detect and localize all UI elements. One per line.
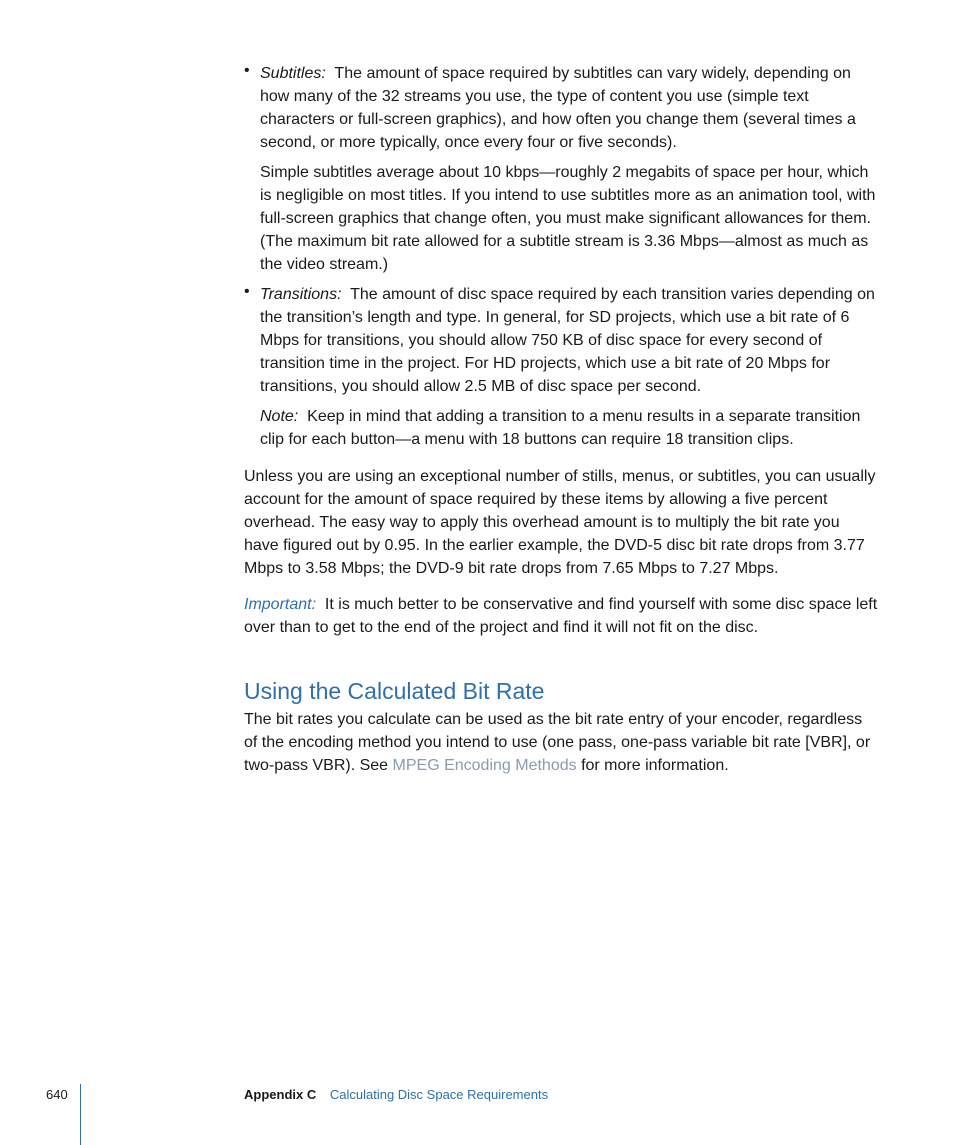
- overhead-paragraph: Unless you are using an exceptional number of stills, menus, or subtitles, you can usually account for the amount of space required by these items by allowing a five percent overhead. The easy way to apply this overhead amount is to multiply the bit rate you have figured out by 0.95. In the earlier example, the DVD-5 disc bit rate drops from 3.77 Mbps to 3.58 Mbps; the DVD-9 bit rate drops from 7.65 Mbps to 7.27 Mbps.: [244, 468, 876, 577]
- note-text: Keep in mind that adding a transition to a menu results in a separate transition clip for each button—a menu with 18 buttons can require 18 transition clips.: [260, 408, 861, 448]
- page-number: 640: [46, 1087, 68, 1102]
- bullet-marker: •: [244, 283, 250, 300]
- page-content: [244, 62, 878, 777]
- important-text: It is much better to be conservative and find yourself with some disc space left over than to get to the end of the project and find it will not fit on the disc.: [244, 596, 878, 636]
- important-label: Important:: [244, 596, 317, 613]
- mpeg-encoding-methods-link[interactable]: MPEG Encoding Methods: [392, 757, 577, 774]
- note-label: Note:: [260, 408, 299, 425]
- bullet-transitions: [244, 283, 878, 451]
- bullet-label: Subtitles:: [260, 65, 326, 82]
- footer-chapter-title: Calculating Disc Space Requirements: [329, 1087, 549, 1102]
- section-text-after: for more information.: [581, 757, 729, 774]
- bullet-subtitles: [244, 62, 878, 276]
- footer-appendix: Appendix C: [244, 1087, 317, 1102]
- important-paragraph: [244, 593, 878, 639]
- section-paragraph: [244, 708, 878, 777]
- bullet-paragraph: [260, 62, 878, 154]
- section-text-before: The bit rates you calculate can be used as the bit rate entry of your encoder, regardless of the encoding method you intend to use (one pass, one-pass variable bit rate [VBR], or two-pass VBR). See: [244, 711, 871, 774]
- bullet-marker: •: [244, 62, 250, 79]
- note-paragraph: [260, 405, 878, 451]
- bullet-paragraph: [260, 283, 878, 398]
- footer: [244, 1087, 548, 1102]
- bullet-label: Transitions:: [260, 286, 342, 303]
- bullet-extra-paragraph: Simple subtitles average about 10 kbps—roughly 2 megabits of space per hour, which is negligible on most titles. If you intend to use subtitles more as an animation tool, with full-screen graphics that change often, you must make significant allowances for them. (The maximum bit rate allowed for a subtitle stream is 3.36 Mbps—almost as much as the video stream.): [260, 164, 876, 273]
- bullet-text: The amount of space required by subtitles can vary widely, depending on how many of the 32 streams you use, the type of content you use (simple text characters or full-screen graphics), and how often you change them (several times a second, or more typically, once every four or five seconds).: [260, 65, 856, 151]
- footer-divider: [80, 1084, 81, 1145]
- bullet-text: The amount of disc space required by each transition varies depending on the transition’s length and type. In general, for SD projects, which use a bit rate of 6 Mbps for transitions, you should allow 750 KB of disc space for every second of transition time in the project. For HD projects, which use a bit rate of 20 Mbps for transitions, you should allow 2.5 MB of disc space per second.: [260, 286, 875, 395]
- section-heading: Using the Calculated Bit Rate: [244, 678, 545, 704]
